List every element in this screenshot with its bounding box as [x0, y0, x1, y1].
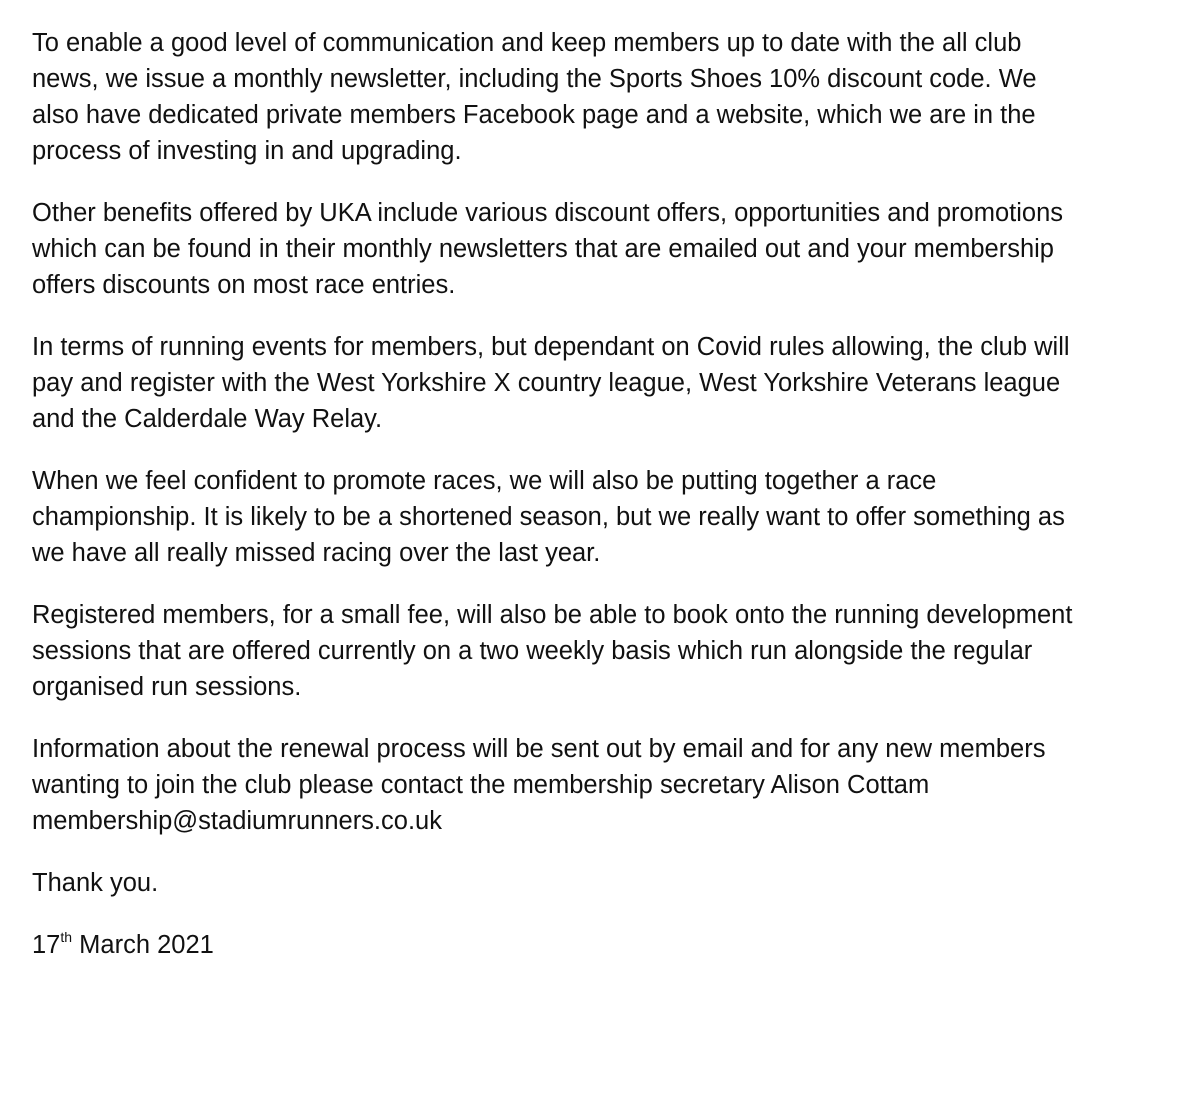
paragraph-communication [32, 25, 1182, 169]
document-body [32, 25, 1182, 989]
paragraph-uka-benefits [32, 195, 1182, 303]
text-line: Registered members, for a small fee, will also be able to book onto the running development [32, 601, 1073, 629]
text-line: also have dedicated private members Facebook page and a website, which we are in the [32, 101, 1036, 129]
text-line: process of investing in and upgrading. [32, 137, 462, 165]
text-line: Information about the renewal process will be sent out by email and for any new members [32, 735, 1046, 763]
paragraph-renewal-info [32, 731, 1182, 839]
paragraph-development-sessions [32, 597, 1182, 705]
text-line: Other benefits offered by UKA include various discount offers, opportunities and promotions [32, 199, 1063, 227]
closing-text: Thank you. [32, 869, 159, 897]
date-line [32, 927, 1182, 963]
text-line: we have all really missed racing over the last year. [32, 539, 601, 567]
date-day-suffix: th [60, 928, 73, 945]
text-line: pay and register with the West Yorkshire X country league, West Yorkshire Veterans league [32, 369, 1061, 397]
text-line: organised run sessions. [32, 673, 302, 701]
paragraph-race-championship [32, 463, 1182, 571]
document-date [32, 927, 1182, 963]
text-line: When we feel confident to promote races, we will also be putting together a race [32, 467, 937, 495]
text-line: sessions that are offered currently on a two weekly basis which run alongside the regular [32, 637, 1033, 665]
text-line: championship. It is likely to be a shortened season, but we really want to offer something as [32, 503, 1065, 531]
text-line: wanting to join the club please contact the membership secretary Alison Cottam [32, 771, 930, 799]
closing-thanks [32, 865, 1182, 901]
text-line: To enable a good level of communication and keep members up to date with the all club [32, 29, 1022, 57]
text-line: offers discounts on most race entries. [32, 271, 456, 299]
text-line: In terms of running events for members, but dependant on Covid rules allowing, the club will [32, 333, 1070, 361]
text-line: and the Calderdale Way Relay. [32, 405, 383, 433]
date-month-year: March 2021 [72, 931, 214, 959]
membership-email: membership@stadiumrunners.co.uk [32, 807, 442, 835]
date-day: 17 [32, 931, 61, 959]
paragraph-running-events [32, 329, 1182, 437]
text-line: news, we issue a monthly newsletter, including the Sports Shoes 10% discount code. We [32, 65, 1037, 93]
text-line: which can be found in their monthly newsletters that are emailed out and your membership [32, 235, 1054, 263]
